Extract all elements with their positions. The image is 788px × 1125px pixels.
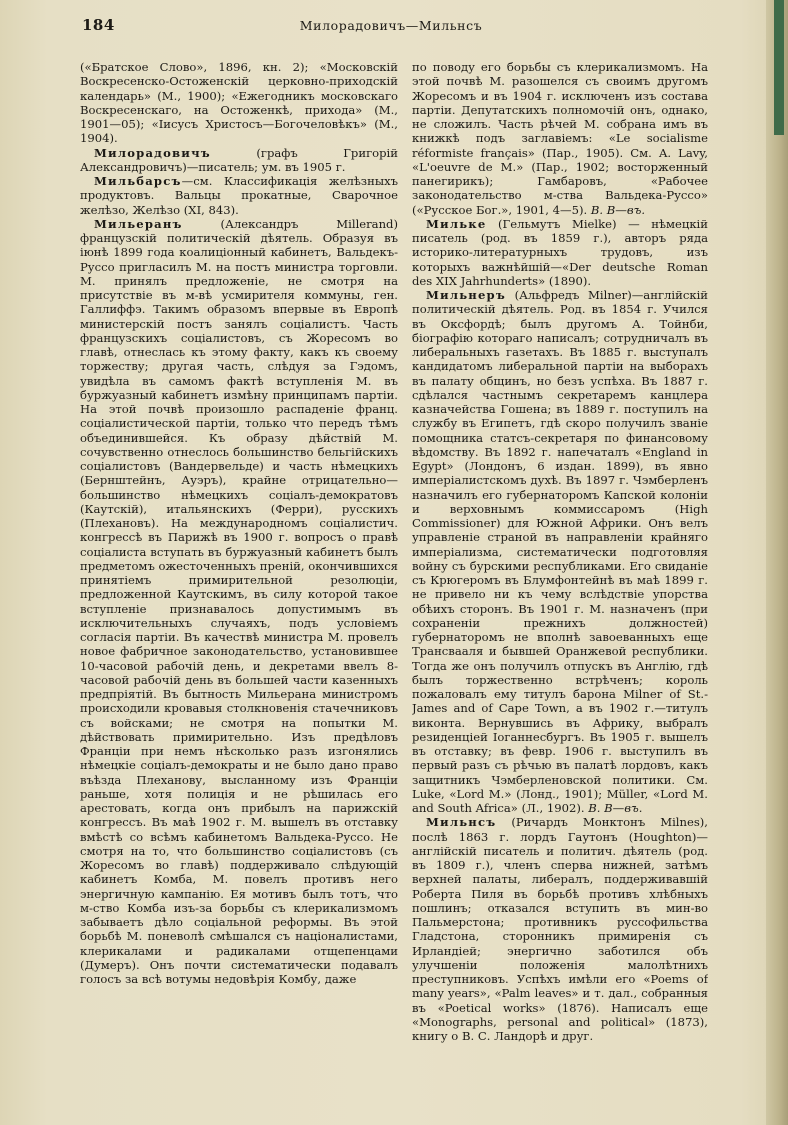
encyclopedia-entry — [80, 146, 398, 175]
running-head: Милорадовичъ—Мильнсъ — [299, 18, 483, 33]
page-number: 184 — [82, 16, 115, 34]
encyclopedia-entry — [412, 815, 708, 1043]
book-spine-edge — [766, 0, 788, 1125]
entry-text: —см. Классификація желѣзныхъ продуктовъ. Вальцы прокатные, Сварочное желѣзо, Желѣзо (XI, 843). — [80, 174, 398, 217]
entry-text: («Братское Слово», 1896, кн. 2); «Московскій Воскресенско-Остоженскій церковно-приходскій календарь» (М., 1900); «Ежегодникъ московскаго Воскресенскаго, на Остоженкѣ, прихода» (М., 1901—05); «Іисусъ Христосъ—Богочеловѣкъ» (М., 1904). — [80, 60, 398, 146]
entry-headword: Мильбарсъ — [94, 174, 182, 188]
entry-text: (Гельмутъ Mielke) — нѣмецкій писатель (род. въ 1859 г.), авторъ ряда историко-литературныхъ трудовъ, изъ которыхъ важнѣйшій—«Der deutsche Roman des XIX Jahrhunderts» (1890). — [412, 216, 708, 288]
entry-text: (Ричардъ Монктонъ Milnes), послѣ 1863 г. лордъ Гаутонъ (Houghton)—англійскій писатель и политич. дѣятель (род. въ 1809 г.), членъ сперва нижней, затѣмъ верхней палаты, либералъ, поддерживавшій Роберта Пиля въ борьбѣ противъ хлѣбныхъ пошлинъ; отказался вступить въ мин-во Пальмерстона; противникъ руссофильства Гладстона, сторонникъ примиренія съ Ирландіей; энергично заботился объ улучшеніи положенія малолѣтнихъ преступниковъ. Успѣхъ имѣли его «Poems of many years», «Palm leaves» и т. дал., собранныя въ «Poetical works» (1876). Написалъ еще «Monographs, personal and political» (1873), книгу о В. С. Ландорѣ и друг. — [412, 815, 708, 1043]
entry-headword: Мильке — [426, 216, 487, 231]
entry-headword: Милорадовичъ — [94, 145, 211, 160]
encyclopedia-entry — [412, 217, 708, 288]
entry-text: по поводу его борьбы съ клерикализмомъ. На этой почвѣ М. разошелся съ своимъ другомъ Жоресомъ и въ 1904 г. исключенъ изъ состава партіи. Депутатскихъ полномочій онъ, однако, не сложилъ. Часть рѣчей М. собрана имъ въ книжкѣ подъ заглавіемъ: «Le socialisme réformiste français» (Пар., 1905). См. A. Lavy, «L'oeuvre de M.» (Пар., 1902; восторженный панегирикъ); Гамбаровъ, «Рабочее законодательство м-ства Вальдека-Руссо» («Русское Бог.», 1901, 4—5). — [412, 60, 708, 217]
page-header — [82, 16, 700, 42]
right-column — [412, 60, 708, 1100]
bookmark-ribbon — [774, 0, 784, 135]
continued-paragraph — [412, 60, 708, 217]
encyclopedia-entry — [80, 217, 398, 987]
entry-text: (Александръ Millerand) французскій политическій дѣятель. Образуя въ іюнѣ 1899 года коалиціонный кабинетъ, Вальдекъ-Руссо пригласилъ М. на постъ министра торговли. М. принялъ предложеніе, не смотря на присутствіе въ м-вѣ усмирителя коммуны, ген. Галлиффэ. Такимъ образомъ впервые въ Европѣ министерскій постъ занялъ соціалистъ. Часть французскихъ соціалистовъ, съ Жоресомъ во главѣ, отнеслась къ этому факту, какъ къ своему торжеству; другая часть, слѣдуя за Гэдомъ, увидѣла въ самомъ фактѣ вступленія М. въ буржуазный кабинетъ измѣну принципамъ партіи. На этой почвѣ произошло распаденіе франц. соціалистической партіи, только что передъ тѣмъ объединившейся. Къ образу дѣйствій М. сочувственно отнеслось большинство бельгійскихъ соціалистовъ (Вандервельде) и часть нѣмецкихъ (Бернштейнъ, Ауэръ), крайне отрицательно—большинство нѣмецкихъ соціалъ-демократовъ (Каутскій), итальянскихъ (Ферри), русскихъ (Плехановъ). На международномъ соціалистич. конгрессѣ въ Парижѣ въ 1900 г. вопросъ о правѣ соціалиста вступать въ буржуазный кабинетъ былъ предметомъ ожесточенныхъ преній, окончившихся принятіемъ примирительной резолюціи, предложенной Каутскимъ, въ силу которой такое вступленіе признавалось допустимымъ въ исключительныхъ случаяхъ, подъ условіемъ согласія партіи. Въ качествѣ министра М. провелъ новое фабричное законодательство, установившее 10-часовой рабочій день, и декретами ввелъ 8-часовой рабочій день въ большей части казенныхъ предпріятій. Въ бытность Мильерана министромъ происходили кровавыя столкновенія стачечниковъ съ войсками; не смотря на попытки М. дѣйствовать примирительно. Изъ предѣловъ Франціи при немъ нѣсколько разъ изгонялись нѣмецкіе соціалъ-демократы и не было дано право въѣзда Плеханову, высланному изъ Франціи раньше, хотя полиція и не рѣшилась его арестовать, когда онъ прибылъ на парижскій конгрессъ. Въ маѣ 1902 г. М. вышелъ въ отставку вмѣстѣ со всѣмъ кабинетомъ Вальдека-Руссо. Не смотря на то, что большинство соціалистовъ (съ Жоресомъ во главѣ) поддерживало слѣдующій кабинетъ Комба, М. повелъ противъ него энергичную кампанію. Ея мотивъ былъ тотъ, что м-ство Комба изъ-за борьбы съ клерикализмомъ забываетъ дѣло соціальной реформы. Въ этой борьбѣ М. поневолѣ смѣшался съ націоналистами, клерикалами и радикалами отщепенцами (Думеръ). Онъ почти систематически подавалъ голосъ за всѣ вотумы недовѣрія Комбу, даже — [80, 216, 398, 986]
entry-headword: Мильнеръ — [426, 288, 506, 302]
author-signature: В. В—въ. — [590, 202, 646, 217]
entry-headword: Мильеранъ — [94, 216, 183, 231]
entry-text: (графъ Григорій Александровичъ)—писатель; ум. въ 1905 г. — [80, 145, 398, 174]
author-signature: В. В—въ. — [588, 801, 643, 815]
entry-headword: Мильнсъ — [426, 815, 497, 830]
encyclopedia-entry — [80, 174, 398, 217]
entry-text: (Альфредъ Milner)—англійскій политическій дѣятель. Род. въ 1854 г. Учился въ Оксфордѣ; былъ другомъ А. Тойнби, біографію котораго написалъ; сотрудничалъ въ либеральныхъ газетахъ. Въ 1885 г. выступалъ кандидатомъ либеральной партіи на выборахъ въ палату общинъ, но безъ успѣха. Въ 1887 г. сдѣлался частнымъ секретаремъ канцлера казначейства Гошена; въ 1889 г. поступилъ на службу въ Египетъ, гдѣ скоро получилъ званіе помощника статсъ-секретаря по финансовому вѣдомству. Въ 1892 г. напечаталъ «England in Egypt» (Лондонъ, 6 издан. 1899), въ явно имперіалистскомъ духѣ. Въ 1897 г. Чэмберленъ назначилъ его губернаторомъ Капской колоніи и верховнымъ коммиссаромъ (High Commissioner) для Южной Африки. Онъ велъ управленіе страной въ направленіи крайняго имперіализма, систематически подготовляя войну съ бурскими республиками. Его свиданіе съ Крюгеромъ въ Блумфонтейнѣ въ маѣ 1899 г. не привело ни къ чему вслѣдствіе упорства обѣихъ сторонъ. Въ 1901 г. М. назначенъ (при сохраненіи прежнихъ должностей) губернаторомъ не вполнѣ завоеванныхъ еще Трансвааля и бывшей Оранжевой республики. Тогда же онъ получилъ отпускъ въ Англію, гдѣ былъ торжественно встрѣченъ; король пожаловалъ ему титулъ барона Milner of St.-James and of Cape Town, а въ 1902 г.—титулъ виконта. Вернувшись въ Африку, выбралъ резиденціей Іоганнесбургъ. Въ 1905 г. вышелъ въ отставку; въ февр. 1906 г. выступилъ въ первый разъ съ рѣчью въ палатѣ лордовъ, какъ защитникъ Чэмберленовской политики. См. Luke, «Lord M.» (Лонд., 1901); Müller, «Lord M. and South Africa» (Л., 1902). — [412, 288, 708, 815]
left-column — [80, 60, 398, 1100]
continued-paragraph — [80, 60, 398, 146]
encyclopedia-entry — [412, 288, 708, 815]
